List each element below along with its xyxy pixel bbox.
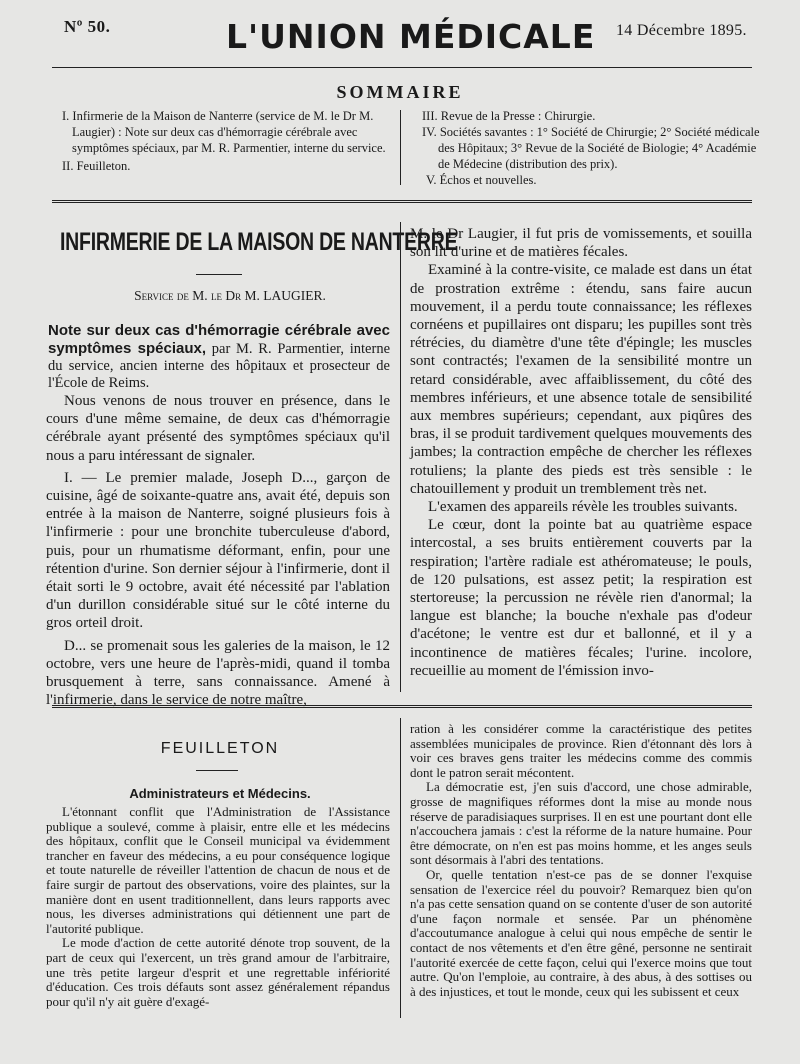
paragraph: Examiné à la contre-visite, ce malade est dans un état de prostration extrême : étendu, sans faire aucun mouvement, il a perdu toute connaissance; les réflexes cornéens et pupillaires ont disparu; les pupilles sont très rétrécies, du diamètre d'une tête d'épingle; les muscles sont contractés; l'examen de la sensibilité montre un retard considérable, avec affaiblissement, du côté des membres inférieurs, et une absence totale de sensibilité aux membres supérieurs; cependant, aux piqûres des bras, il se produit tardivement quelques mouvements des jambes; la contraction empêche de chercher les réflexes rotuliens; la plante des pieds est très sensible : le chatouillement y produit un tremblement très net. [410, 262, 752, 497]
feuilleton-title: FEUILLETON [160, 740, 280, 757]
paragraph: Le mode d'action de cette autorité dénote trop souvent, de la part de ceux qui l'exercent, un très grand amour de l'arbitraire, une très petite largeur d'esprit et une regrettable infériorité d'éducation. Ces trois défauts sont assez généralement répandus pour qu'il n'y ait guère d'exagé- [46, 935, 390, 1009]
journal-title: L'UNION MÉDICALE [226, 17, 596, 56]
article-service: Service de M. le Dr M. LAUGIER. [134, 288, 326, 303]
issue-date: 14 Décembre 1895. [616, 22, 747, 39]
article-right-column [410, 225, 752, 680]
paragraph: Or, quelle tentation n'est-ce pas de se donner l'exquise sensation de l'exercice réel du pouvoir? Remarquez bien qu'on n'a pas cette sensation quand on se contente d'user de son autorité d'une façon normale et sensée. Par un phénomène d'accoutumance analogue à celui qui nous empêche de sentir le contact de nos vêtements et d'en être gêné, personne ne sentirait l'autorité exercée de cette façon, celui qui l'exerce moins que tout autre. Qu'on l'emploie, au contraire, à des abus, à des sottises ou à des injustices, et tout le monde, ceux qui les subissent et ceux [410, 866, 752, 999]
paragraph: D... se promenait sous les galeries de la maison, le 12 octobre, vers une heure de l'après-midi, quand il tomba brusquement à terre, sans connaissance. Amené à l'infirmerie, dans le service de notre maître, [46, 637, 390, 709]
paragraph: L'étonnant conflit que l'Administration de l'Assistance publique a soulevé, comme à plaisir, entre elle et les médecins des hôpitaux, conflit que le Conseil municipal va évidemment trancher en faveur des médecins, a eu pour conséquence logique et toute naturelle de réveiller l'attention de chacun de nous et de faire surgir de partout des observations, voire des plaintes, sur la manière dont en usent traditionnellent, dans leurs rapports avec nous, les diverses administrations qui détiennent une part de l'autorité publique. [46, 804, 390, 936]
note-rest: par M. R. Parmentier, interne du service, ancien interne des hôpitaux et prosecteur de l'École de Reims. [48, 341, 391, 391]
paragraph: Nous venons de nous trouver en présence, dans le cours d'une même semaine, de deux cas d'hémorragie cérébrale ayant présenté des symptômes spéciaux qu'il nous a paru intéressant de signaler. [46, 393, 390, 464]
masthead-rule [52, 67, 752, 68]
sommaire-item: I. Infirmerie de la Maison de Nanterre (service de M. le Dr M. Laugier) : Note sur deux cas d'hémorragie cérébrale avec symptômes spéciaux, par M. R. Parmentier, interne du service. [62, 109, 386, 155]
feuilleton-right-column [410, 722, 752, 999]
article-note [48, 322, 390, 392]
paragraph: Le cœur, dont la pointe bat au quatrième espace intercostal, a ses bruits entièrement couverts par la respiration; l'artère radiale est athéromateuse; le pouls, de 120 pulsations, est assez petit; la respiration est stertoreuse; la percussion ne révèle rien d'anormal; la langue est blanche; la bouche n'exhale pas d'odeur d'acétone; le ventre est dur et ballonné, et il y a incontinence de matières fécales; l'urine. incolore, recueillie au moment de l'émission invo- [410, 517, 752, 679]
sommaire-divider [400, 110, 401, 185]
section-rule [52, 200, 752, 203]
sommaire-title: SOMMAIRE [336, 82, 464, 102]
sommaire-item: II. Feuilleton. [62, 159, 131, 173]
issue-number: Nº 50. [64, 17, 111, 36]
sommaire-left [62, 108, 392, 174]
feuilleton-left-column [46, 805, 390, 1009]
paragraph: L'examen des appareils révèle les troubles suivants. [428, 499, 738, 516]
sommaire-right [422, 108, 762, 188]
sommaire-item: III. Revue de la Presse : Chirurgie. [422, 109, 596, 123]
column-divider [400, 222, 401, 692]
paragraph: ration à les considérer comme la caractéristique des petites assemblées municipales de province. Rien d'étonnant dès lors à voir ces braves gens traiter les médecins comme des commis dont le patron serait mécontent. [410, 721, 752, 780]
title-rule [196, 274, 242, 275]
feuilleton-rule [52, 705, 752, 708]
article-title: INFIRMERIE DE LA MAISON DE NANTERRE [60, 228, 458, 256]
paragraph: M. le Dr Laugier, il fut pris de vomissements, et souilla son lit d'urine et de matières fécales. [410, 226, 752, 261]
feuilleton-short-rule [196, 770, 238, 771]
feuilleton-divider [400, 718, 401, 1018]
note-lead: Note sur deux cas d'hémorragie cérébrale avec symptômes spéciaux, [48, 322, 390, 357]
paragraph: La démocratie est, j'en suis d'accord, une chose admirable, grosse de magnifiques réformes dont la mise au monde nous réserve de paradisiaques surprises. Il en est une pourtant dont elle n'accouchera jamais : c'est la réforme de la nature humaine. Pour être démocrate, on n'en est pas moins homme, et les anges seuls sont désormais à l'abri des tentations. [410, 779, 752, 868]
sommaire-item: V. Échos et nouvelles. [426, 173, 537, 187]
paragraph: I. — Le premier malade, Joseph D..., garçon de cuisine, âgé de soixante-quatre ans, avait été, depuis son entrée à la maison de Nanterre, soigné plusieurs fois à l'infirmerie : pour une bronchite tuberculeuse d'abord, puis, pour un rhumatisme déformant, enfin, pour une rétention d'urine. Son dernier séjour à l'infirmerie, dont il était sorti le 9 octobre, avait été nécessité par l'ablation d'un durillon considérable situé sur le côté interne du gros orteil droit. [46, 469, 390, 632]
feuilleton-subtitle: Administrateurs et Médecins. [129, 786, 311, 801]
sommaire-item: IV. Sociétés savantes : 1° Société de Chirurgie; 2° Société médicale des Hôpitaux; 3° Revue de la Société de Biologie; 4° Académie de Médecine (distribution des prix). [422, 125, 760, 171]
article-left-column [46, 392, 390, 709]
